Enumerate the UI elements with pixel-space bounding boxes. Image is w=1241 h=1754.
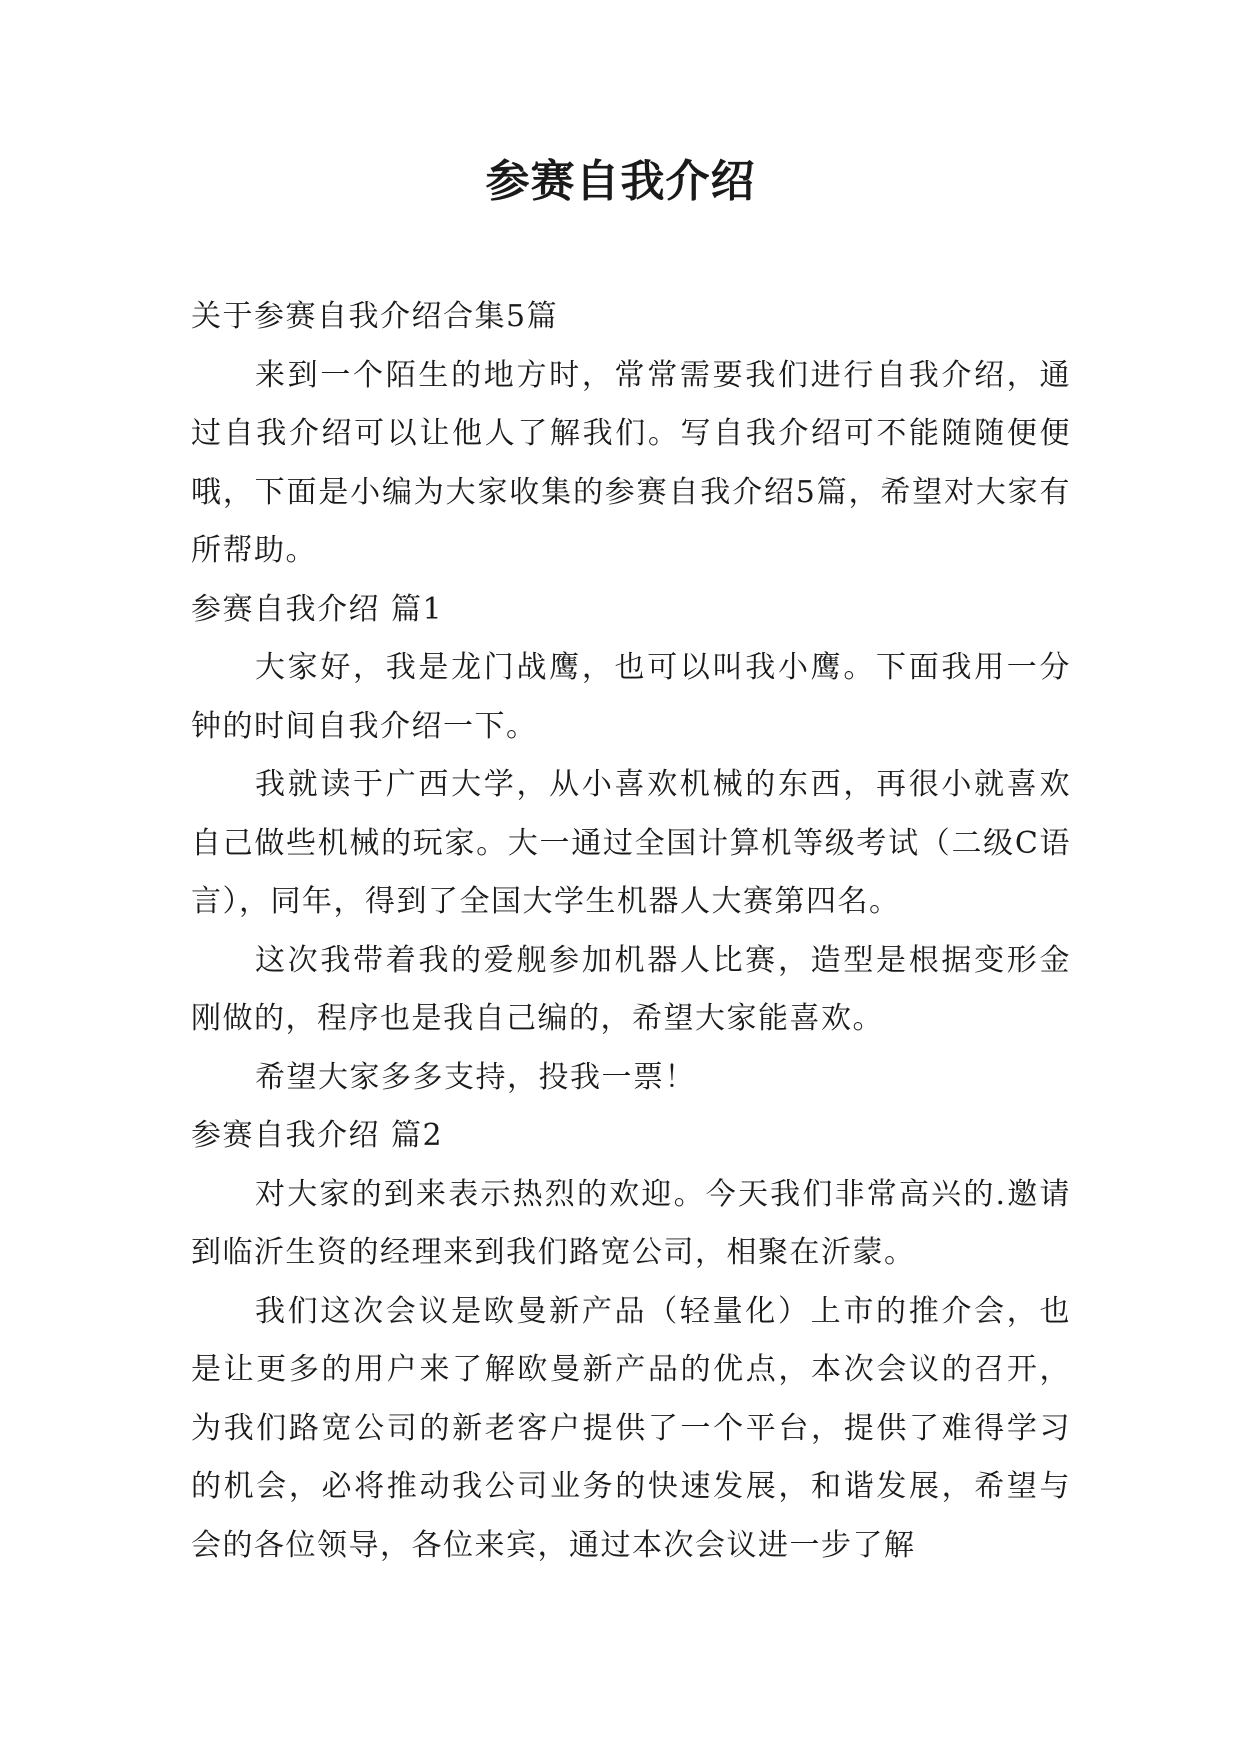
body-paragraph: 这次我带着我的爱舰参加机器人比赛，造型是根据变形金刚做的，程序也是我自己编的，希望大家能喜欢。	[191, 942, 1071, 1036]
section-heading-2: 参赛自我介绍 篇2	[191, 1118, 444, 1153]
collection-heading: 关于参赛自我介绍合集5篇	[191, 299, 559, 334]
body-paragraph: 我就读于广西大学，从小喜欢机械的东西，再很小就喜欢自己做些机械的玩家。大一通过全国计算机等级考试（二级C语言），同年，得到了全国大学生机器人大赛第四名。	[191, 767, 1071, 919]
body-paragraph: 我们这次会议是欧曼新产品（轻量化）上市的推介会，也是让更多的用户来了解欧曼新产品的优点，本次会议的召开，为我们路宽公司的新老客户提供了一个平台，提供了难得学习的机会，必将推动我公司业务的快速发展，和谐发展，希望与会的各位领导，各位来宾，通过本次会议进一步了解	[191, 1293, 1071, 1563]
section-heading-1: 参赛自我介绍 篇1	[191, 591, 444, 627]
body-paragraph: 大家好，我是龙门战鹰，也可以叫我小鹰。下面我用一分钟的时间自我介绍一下。	[191, 650, 1071, 744]
intro-paragraph: 来到一个陌生的地方时，常常需要我们进行自我介绍，通过自我介绍可以让他人了解我们。写自我介绍可不能随随便便哦，下面是小编为大家收集的参赛自我介绍5篇，希望对大家有所帮助。	[191, 357, 1071, 568]
body-paragraph: 对大家的到来表示热烈的欢迎。今天我们非常高兴的.邀请到临沂生资的经理来到我们路宽公司，相聚在沂蒙。	[191, 1176, 1071, 1270]
document-body	[191, 288, 1071, 1575]
document-title: 参赛自我介绍	[485, 156, 756, 207]
body-paragraph: 希望大家多多支持，投我一票！	[255, 1059, 696, 1095]
